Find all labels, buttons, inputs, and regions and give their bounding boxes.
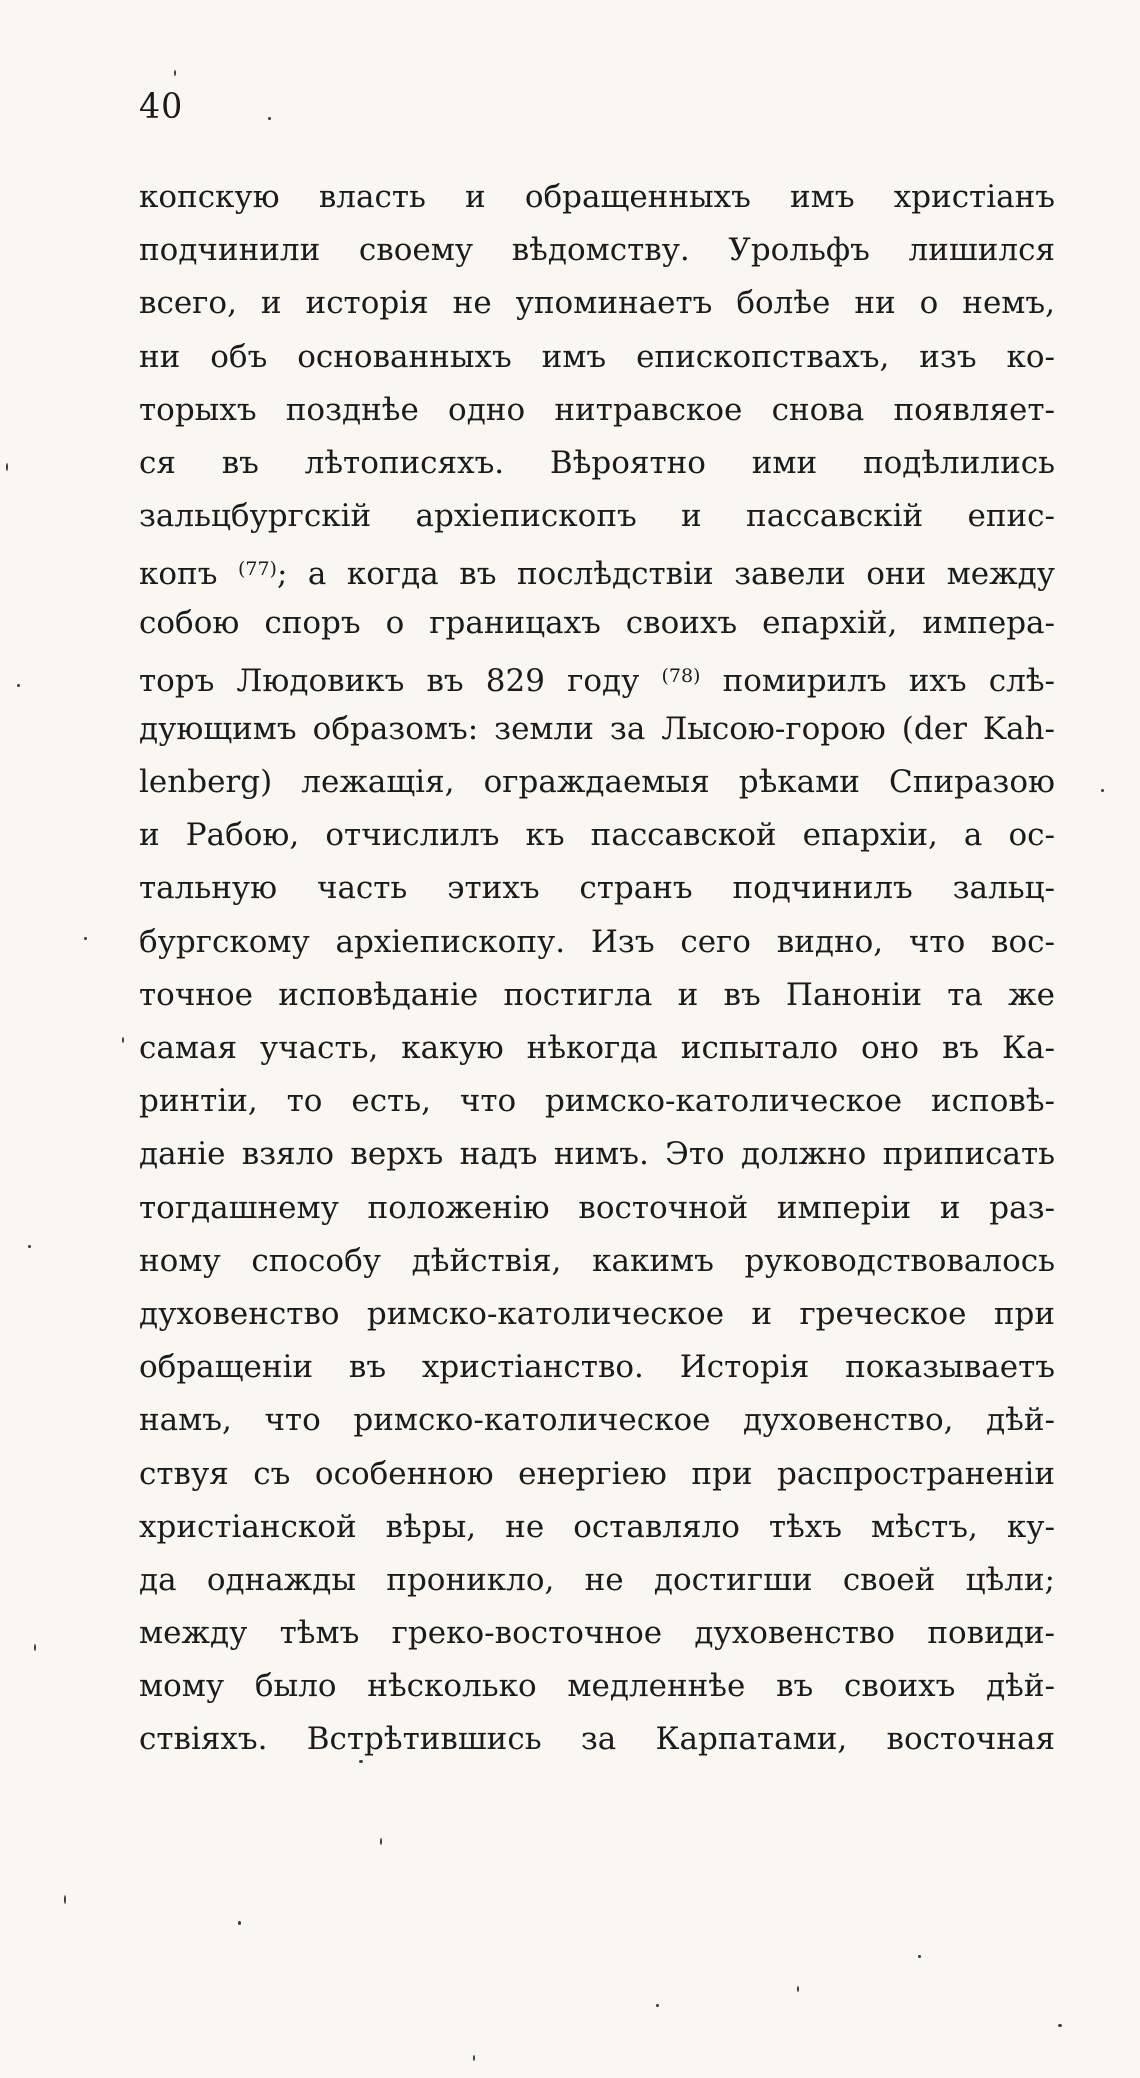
text-line: ни объ основанныхъ имъ епископствахъ, изъ ко- (139, 338, 1055, 375)
text-line: христіанской вѣры, не оставляло тѣхъ мѣстъ, ку- (139, 1508, 1055, 1545)
text-line: ному способу дѣйствія, какимъ руководствовалось (139, 1242, 1055, 1279)
text-line: собою споръ о границахъ своихъ епархій, импера- (139, 604, 1055, 641)
text-line: точное исповѣданіе постигла и въ Паноніи та же (139, 976, 1055, 1013)
body-text (139, 171, 1055, 1767)
text-line-with-note-77 (139, 543, 1055, 596)
text-line: дующимъ образомъ: земли за Лысою-горою (der Kah- (139, 710, 1055, 747)
paper-speck (1058, 2024, 1062, 2027)
text-segment: торъ Людовикъ въ 829 году (139, 662, 662, 699)
text-line: ринтіи, то есть, что римско-католическое исповѣ- (139, 1083, 1055, 1120)
paper-speck (380, 1838, 382, 1845)
paper-speck (122, 1037, 124, 1043)
footnote-ref-77: (77) (237, 558, 277, 581)
text-line: духовенство римско-католическое и греческое при (139, 1295, 1055, 1332)
paper-speck (359, 1760, 363, 1763)
text-line: всего, и исторія не упоминаетъ болѣе ни о немъ, (139, 285, 1055, 322)
text-line: торыхъ позднѣе одно нитравское снова появляет- (139, 391, 1055, 428)
text-line: между тѣмъ греко-восточное духовенство повиди- (139, 1615, 1055, 1652)
text-line: бургскому архіепископу. Изъ сего видно, что вос- (139, 923, 1055, 960)
text-line: даніе взяло верхъ надъ нимъ. Это должно приписать (139, 1136, 1055, 1173)
paper-speck (28, 1245, 31, 1248)
page-number: 40 (139, 87, 184, 127)
text-segment: копъ (139, 556, 238, 593)
text-line: ствіяхъ. Встрѣтившись за Карпатами, восточная (139, 1721, 1055, 1758)
text-line: и Рабою, отчислилъ къ пассавской епархіи, а ос- (139, 817, 1055, 854)
paper-speck (1101, 789, 1104, 792)
text-line: тогдашнему положенію восточной имперіи и раз- (139, 1189, 1055, 1226)
paper-speck (64, 1895, 66, 1904)
paper-speck (238, 1921, 241, 1925)
paper-speck (918, 1955, 921, 1958)
text-line: да однажды проникло, не достигши своей цѣли; (139, 1561, 1055, 1598)
paper-speck (17, 684, 20, 687)
text-line: тальную часть этихъ странъ подчинилъ зальц- (139, 870, 1055, 907)
text-line: ствуя съ особенною енергіею при распространеніи (139, 1455, 1055, 1492)
text-segment: помирилъ ихъ слѣ- (700, 662, 1055, 699)
text-segment: ; а когда въ послѣдствіи завели они между (276, 556, 1055, 593)
text-line: намъ, что римско-католическое духовенство, дѣй- (139, 1402, 1055, 1439)
text-line: зальцбургскій архіепископъ и пассавскій епис- (139, 498, 1055, 535)
text-line: самая участь, какую нѣкогда испытало оно въ Ка- (139, 1030, 1055, 1066)
text-line: ся въ лѣтописяхъ. Вѣроятно ими подѣлились (139, 444, 1055, 481)
footnote-ref-78: (78) (661, 664, 701, 687)
text-line: обращеніи въ христіанство. Исторія показываетъ (139, 1349, 1055, 1386)
paper-speck (84, 937, 87, 940)
text-line: мому было нѣсколько медленнѣе въ своихъ дѣй- (139, 1668, 1055, 1705)
paper-speck (268, 117, 271, 120)
text-line: копскую власть и обращенныхъ имъ христіанъ (139, 179, 1055, 215)
paper-speck (34, 1644, 36, 1651)
text-line-with-note-78 (139, 650, 1055, 703)
paper-speck (6, 463, 8, 471)
paper-speck (656, 2004, 659, 2007)
paper-speck (797, 1986, 799, 1992)
paper-speck (174, 70, 176, 76)
text-line: lenberg) лежащія, ограждаемыя рѣками Спиразою (139, 764, 1055, 801)
paper-speck (473, 2055, 475, 2061)
text-line: подчинили своему вѣдомству. Урольфъ лишился (139, 232, 1055, 269)
